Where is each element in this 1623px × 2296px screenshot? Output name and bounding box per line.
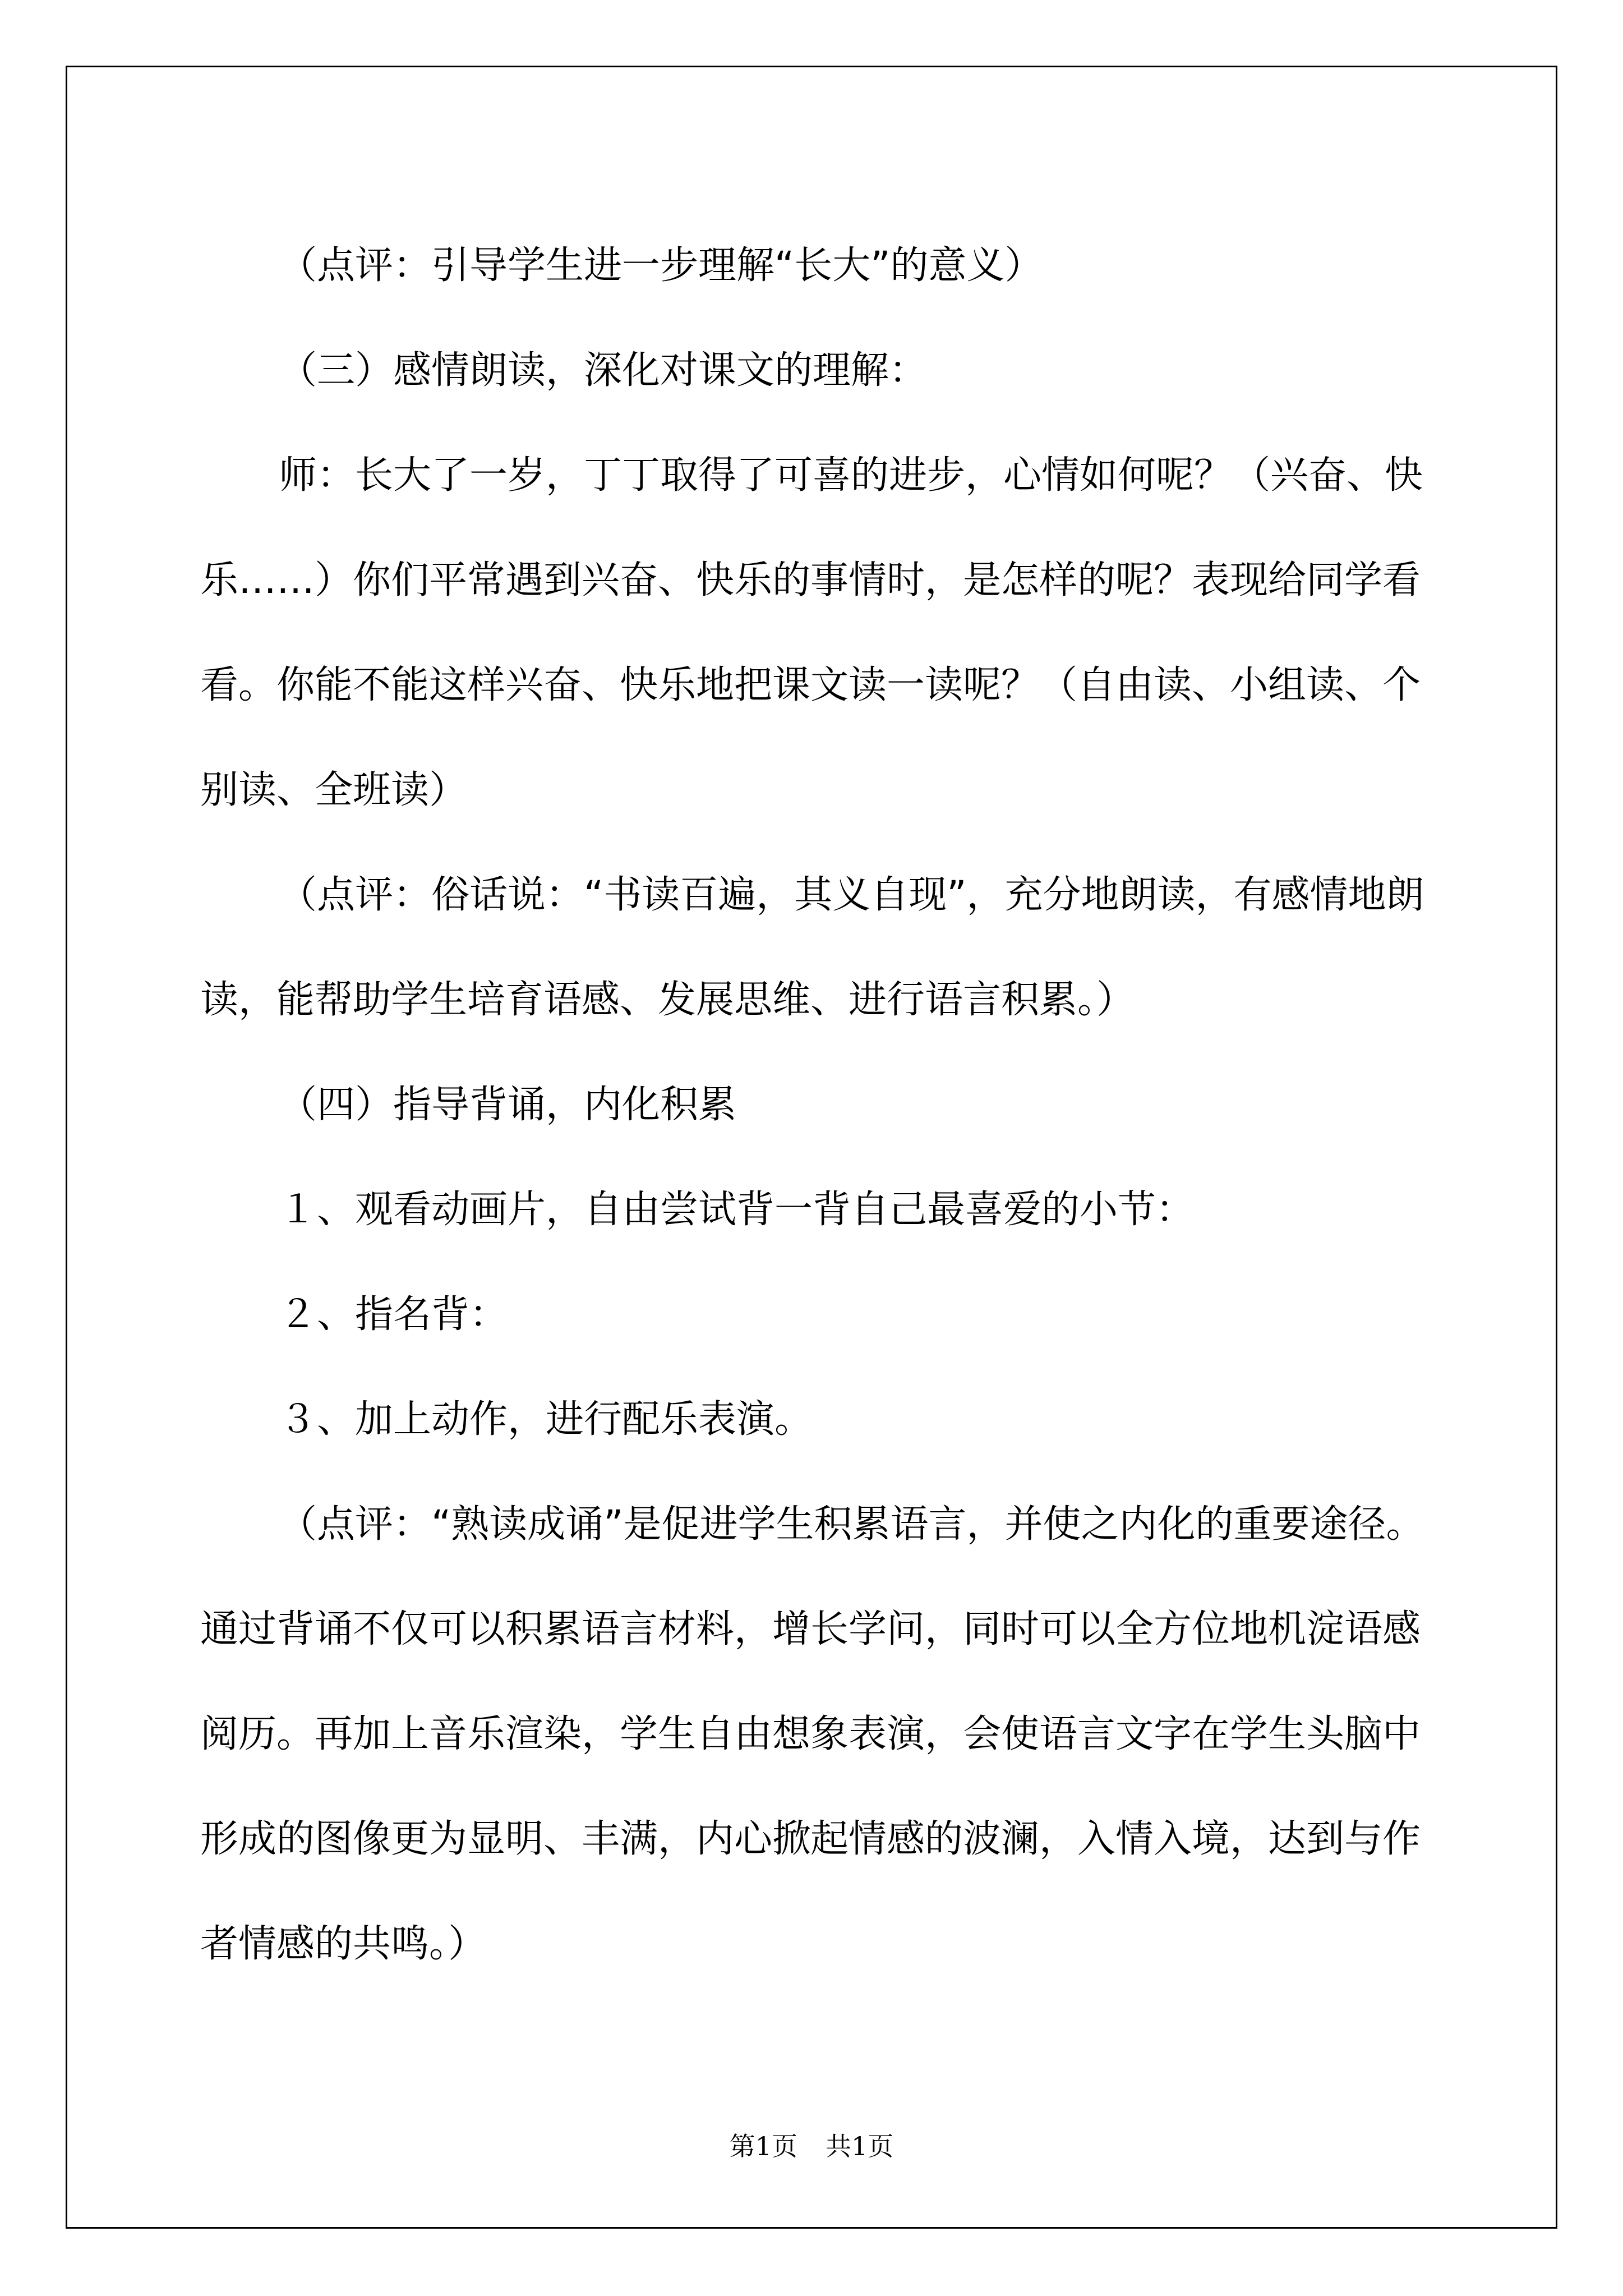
page-number: 第1页: [729, 2131, 797, 2161]
paragraph-step-two: ２、指名背：: [279, 1292, 508, 1337]
paragraph-section-four-heading: （四）指导背诵，内化积累: [279, 1083, 737, 1127]
document-body: [200, 213, 1428, 1996]
paragraph-teacher-dialogue: 师：长大了一岁，丁丁取得了可喜的进步，心情如何呢？（兴奋、快乐……）你们平常遇到兴奋、快乐的事情时，是怎样的呢？表现给同学看看。你能不能这样兴奋、快乐地把课文读一读呢？（自由读、小组读、个别读、全班读）: [200, 453, 1423, 812]
paragraph-section-three-heading: （三）感情朗读，深化对课文的理解：: [279, 348, 928, 393]
paragraph-comment-growing-up: （点评：引导学生进一步理解“长大”的意义）: [279, 243, 1043, 288]
paragraph-step-one: １、观看动画片，自由尝试背一背自己最喜爱的小节：: [279, 1188, 1195, 1232]
page-footer: [0, 2126, 1623, 2163]
paragraph-step-three: ３、加上动作，进行配乐表演。: [279, 1397, 813, 1442]
paragraph-comment-recitation: （点评：“熟读成诵”是促进学生积累语言，并使之内化的重要途径。通过背诵不仅可以积累语言材料，增长学问，同时可以全方位地机淀语感阅历。再加上音乐渲染，学生自由想象表演，会使语言文字在学生头脑中形成的图像更为显明、丰满，内心掀起情感的波澜，入情入境，达到与作者情感的共鸣。）: [200, 1502, 1424, 1966]
page-total: 共1页: [826, 2131, 894, 2161]
paragraph-comment-reading: （点评：俗话说：“书读百遍，其义自现”，充分地朗读，有感情地朗读，能帮助学生培育语感、发展思维、进行语言积累。）: [200, 873, 1424, 1022]
